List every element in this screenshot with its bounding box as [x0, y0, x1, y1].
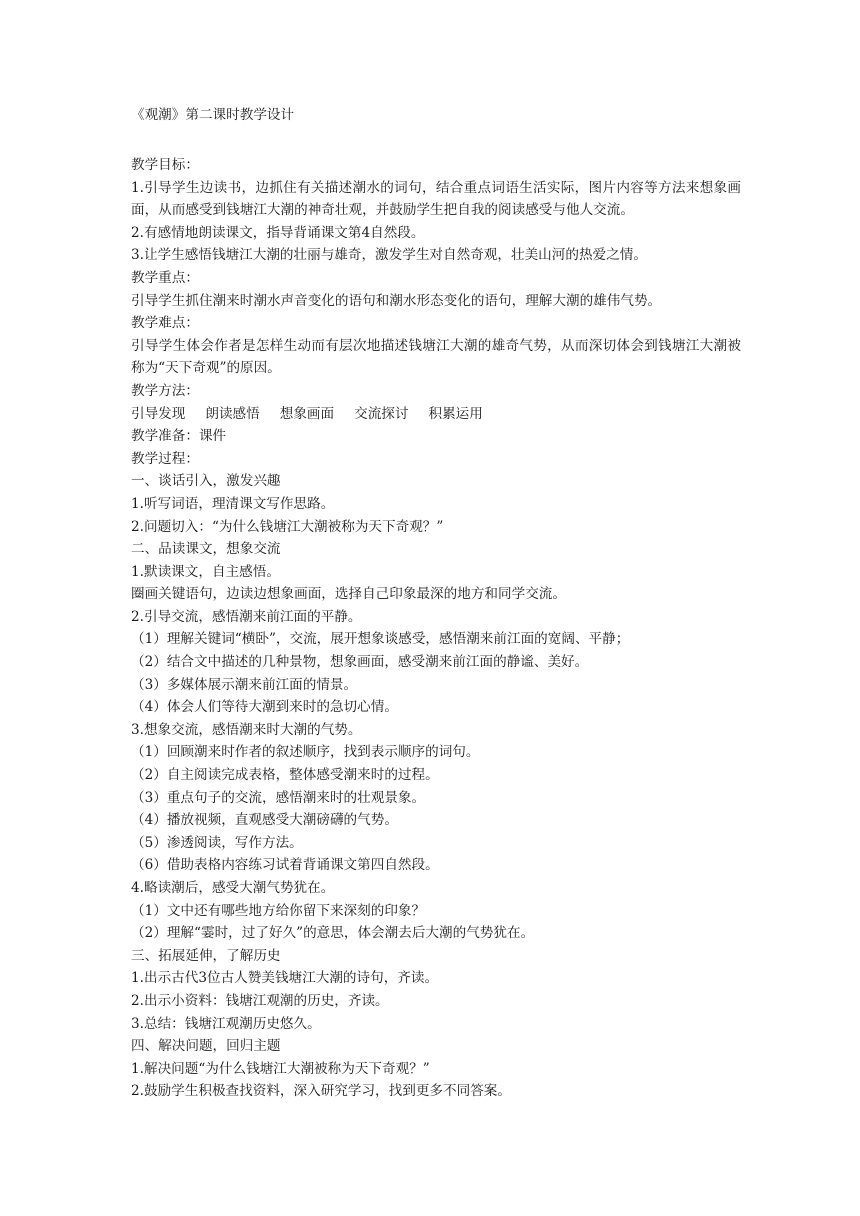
process-line: 1.出示古代3位古人赞美钱塘江大潮的诗句，齐读。	[131, 970, 439, 987]
process-line: 二、品读课文，想象交流	[131, 541, 281, 558]
methods-list	[131, 403, 741, 426]
process-line: 四、解决问题，回归主题	[131, 1038, 281, 1055]
document-title: 《观潮》第二课时教学设计	[131, 107, 295, 123]
difficulty-text: 引导学生体会作者是怎样生动而有层次地描述钱塘江大潮的雄奇气势，从而深切体会到钱塘江大潮被称为“天下奇观”的原因。	[131, 337, 741, 377]
process-line: 1.默读课文，自主感悟。	[131, 563, 280, 580]
process-line: （2）结合文中描述的几种景物，想象画面，感受潮来前江面的静谧、美好。	[131, 654, 589, 671]
process-line: 1.解决问题“为什么钱塘江大潮被称为天下奇观？”	[131, 1060, 430, 1077]
key-heading: 教学重点：	[131, 269, 199, 286]
process-line: （2）理解“霎时，过了好久”的意思，体会潮去后大潮的气势犹在。	[131, 925, 535, 942]
method-item: 积累运用	[428, 405, 483, 422]
process-line: （3）重点句子的交流，感悟潮来时的壮观景象。	[131, 789, 426, 806]
process-heading: 教学过程：	[131, 450, 199, 467]
goal-item-3: 3.让学生感悟钱塘江大潮的壮丽与雄奇，激发学生对自然奇观，壮美山河的热爱之情。	[131, 247, 647, 264]
process-line: 三、拓展延伸，了解历史	[131, 947, 281, 964]
process-line: 圈画关键语句，边读边想象画面，选择自己印象最深的地方和同学交流。	[131, 586, 566, 603]
process-line: 2.鼓励学生积极查找资料，深入研究学习，找到更多不同答案。	[131, 1083, 511, 1100]
process-line: 2.引导交流，感悟潮来前江面的平静。	[131, 608, 362, 625]
goal-item-1: 1.引导学生边读书，边抓住有关描述潮水的词句，结合重点词语生活实际，图片内容等方法来想象画面，从而感受到钱塘江大潮的神奇壮观，并鼓励学生把自我的阅读感受与他人交流。	[131, 179, 741, 219]
process-line: 1.听写词语，理清课文写作思路。	[131, 495, 335, 512]
process-line: （4）播放视频，直观感受大潮磅礴的气势。	[131, 812, 398, 829]
process-line: （1）回顾潮来时作者的叙述顺序，找到表示顺序的词句。	[131, 744, 480, 761]
process-line: （4）体会人们等待大潮到来时的急切心情。	[131, 699, 398, 716]
prep-line: 教学准备：课件	[131, 428, 227, 445]
process-line: （6）借助表格内容练习试着背诵课文第四自然段。	[131, 857, 439, 874]
key-text: 引导学生抓住潮来时潮水声音变化的语句和潮水形态变化的语句，理解大潮的雄伟气势。	[131, 292, 662, 309]
process-line: 4.略读潮后，感受大潮气势犹在。	[131, 880, 335, 896]
goals-heading: 教学目标：	[131, 157, 199, 173]
process-line: 2.出示小资料：钱塘江观潮的历史，齐读。	[131, 992, 389, 1009]
process-line: 3.想象交流，感悟潮来时大潮的气势。	[131, 721, 362, 738]
document-page	[131, 104, 741, 1103]
method-item: 交流探讨	[354, 405, 409, 422]
process-line: 3.总结：钱塘江观潮历史悠久。	[131, 1015, 321, 1032]
process-line: （1）理解关键词“横卧”，交流，展开想象谈感受，感悟潮来前江面的宽阔、平静；	[131, 631, 630, 648]
methods-heading: 教学方法：	[131, 382, 199, 399]
method-item: 朗读感悟	[205, 405, 260, 422]
process-line: 一、谈话引入，激发兴趣	[131, 473, 281, 490]
goal-item-2: 2.有感情地朗读课文，指导背诵课文第4自然段。	[131, 224, 425, 241]
process-line: （5）渗透阅读，写作方法。	[131, 834, 303, 851]
method-item: 引导发现	[131, 405, 186, 422]
process-line: （1）文中还有哪些地方给你留下来深刻的印象？	[131, 902, 426, 919]
difficulty-heading: 教学难点：	[131, 315, 199, 332]
process-line: 2.问题切入：“为什么钱塘江大潮被称为天下奇观？”	[131, 518, 444, 535]
process-line: （3）多媒体展示潮来前江面的情景。	[131, 676, 358, 693]
process-line: （2）自主阅读完成表格，整体感受潮来时的过程。	[131, 767, 439, 784]
method-item: 想象画面	[279, 405, 335, 422]
